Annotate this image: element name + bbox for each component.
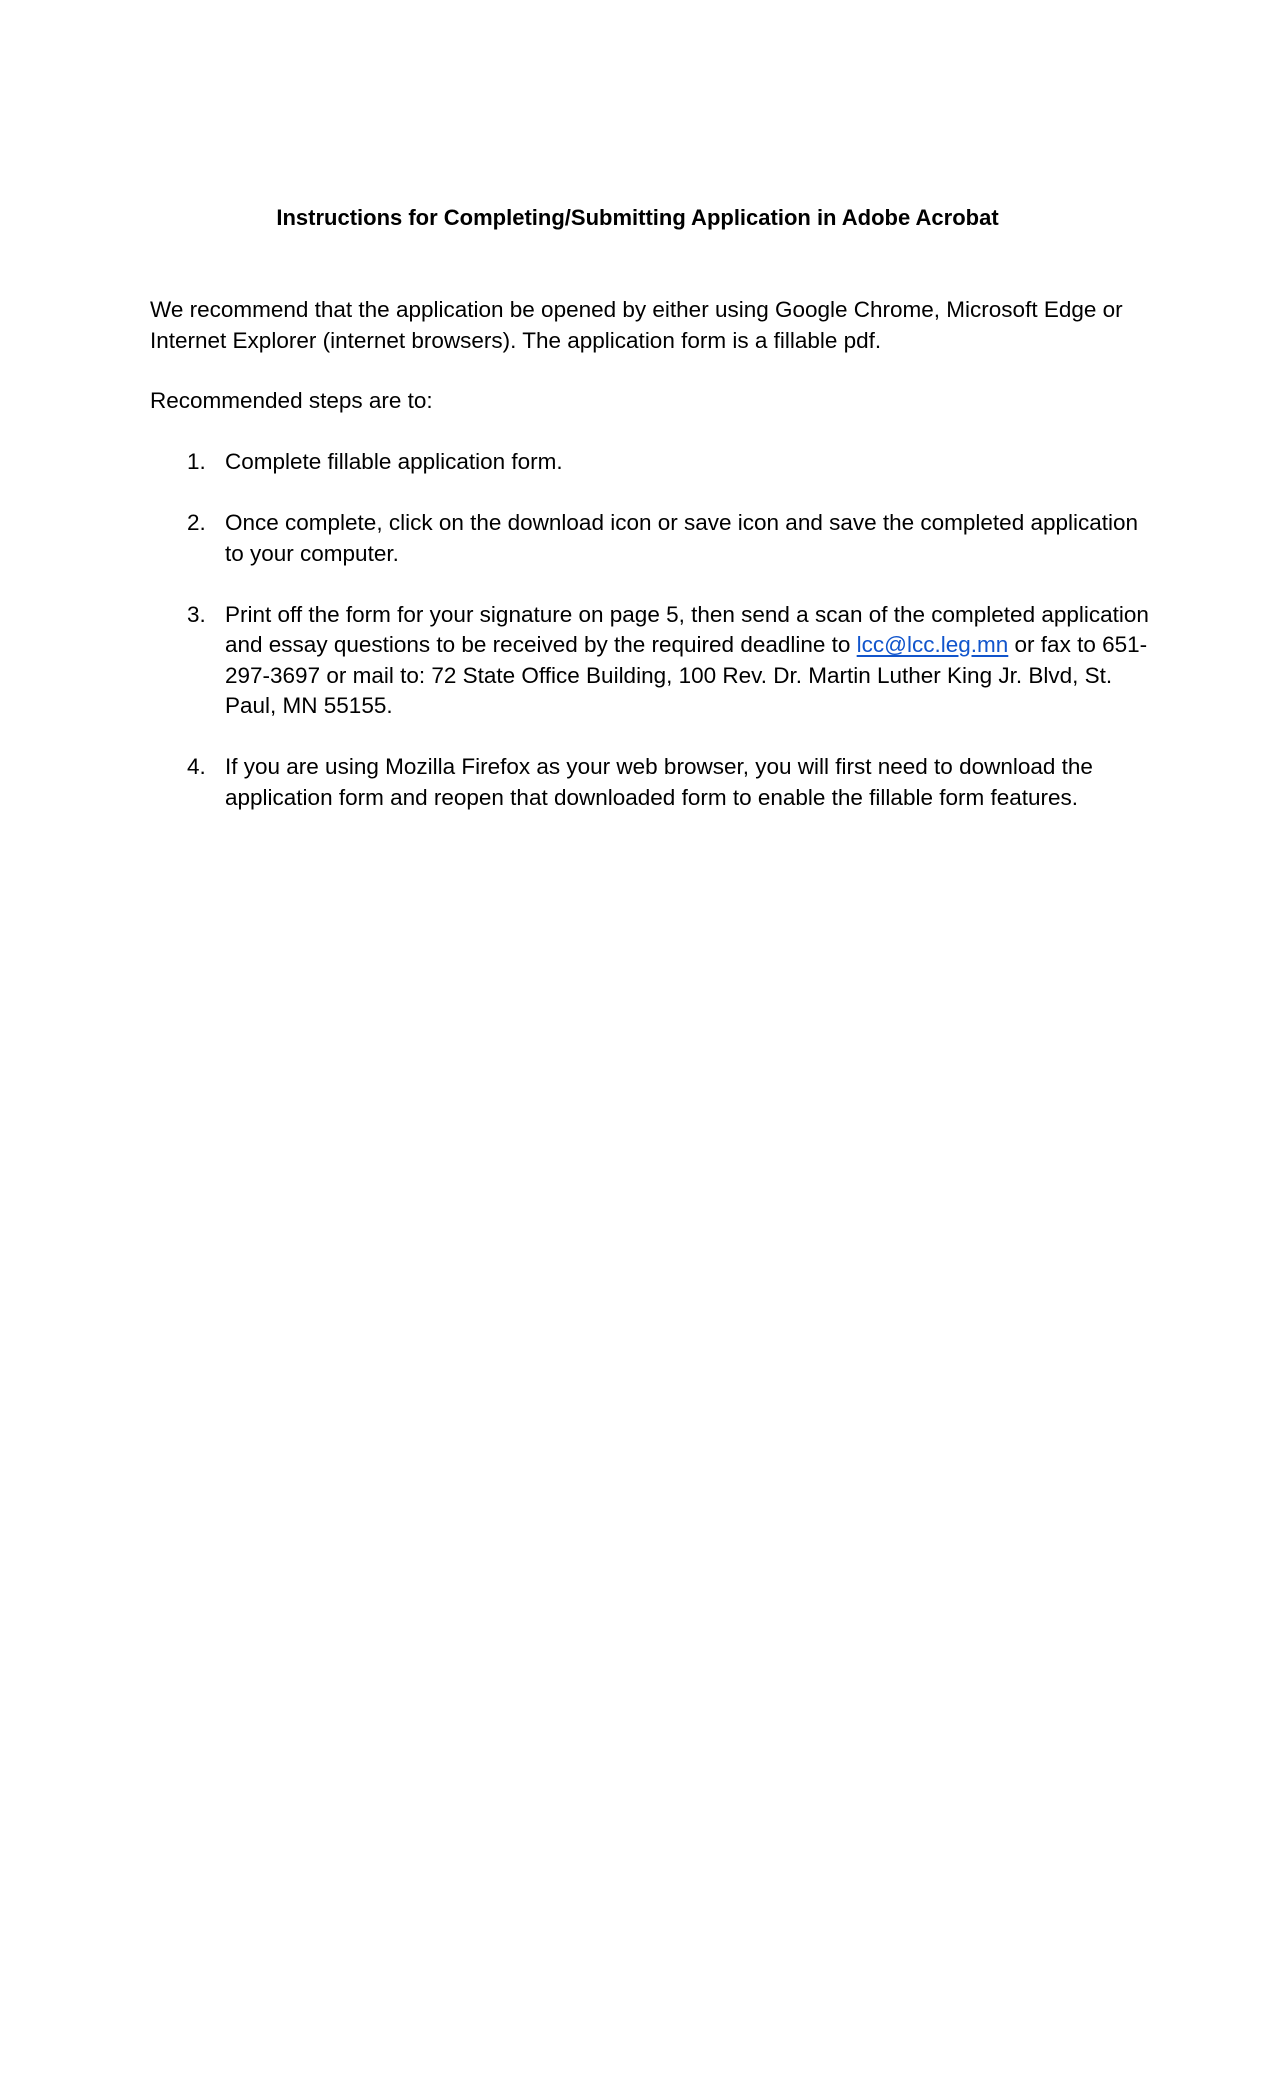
steps-label: Recommended steps are to: xyxy=(150,388,433,413)
step-3 xyxy=(150,600,1150,722)
step-text: Complete fillable application form. xyxy=(225,449,563,474)
step-number: 2. xyxy=(187,510,206,535)
step-text-after-email: or fax to 651-297-3697 or mail to: 72 State Office Building, 100 Rev. Dr. Martin Luther King Jr. Blvd, St. Paul, MN 55155. xyxy=(225,632,1148,718)
step-number: 1. xyxy=(187,449,206,474)
document-title: Instructions for Completing/Submitting Application in Adobe Acrobat xyxy=(276,205,999,230)
step-text-before-email: Print off the form for your signature on page 5, then send a scan of the completed application and essay questions to be received by the required deadline to xyxy=(225,601,1149,657)
step-text: If you are using Mozilla Firefox as your web browser, you will first need to download the application form and reopen that downloaded form to enable the fillable form features. xyxy=(225,754,1093,810)
email-link[interactable]: lcc@lcc.leg.mn xyxy=(856,632,1009,657)
step-1 xyxy=(150,447,1150,478)
steps-list xyxy=(150,447,1150,844)
intro-paragraph: We recommend that the application be opened by either using Google Chrome, Microsoft Edge or Internet Explorer (internet browsers). The application form is a fillable pdf. xyxy=(150,297,1123,353)
step-text: Once complete, click on the download icon or save icon and save the completed application to your computer. xyxy=(225,510,1139,566)
step-2 xyxy=(150,508,1150,569)
step-number: 4. xyxy=(187,754,206,779)
step-4 xyxy=(150,752,1150,813)
step-number: 3. xyxy=(187,601,206,627)
